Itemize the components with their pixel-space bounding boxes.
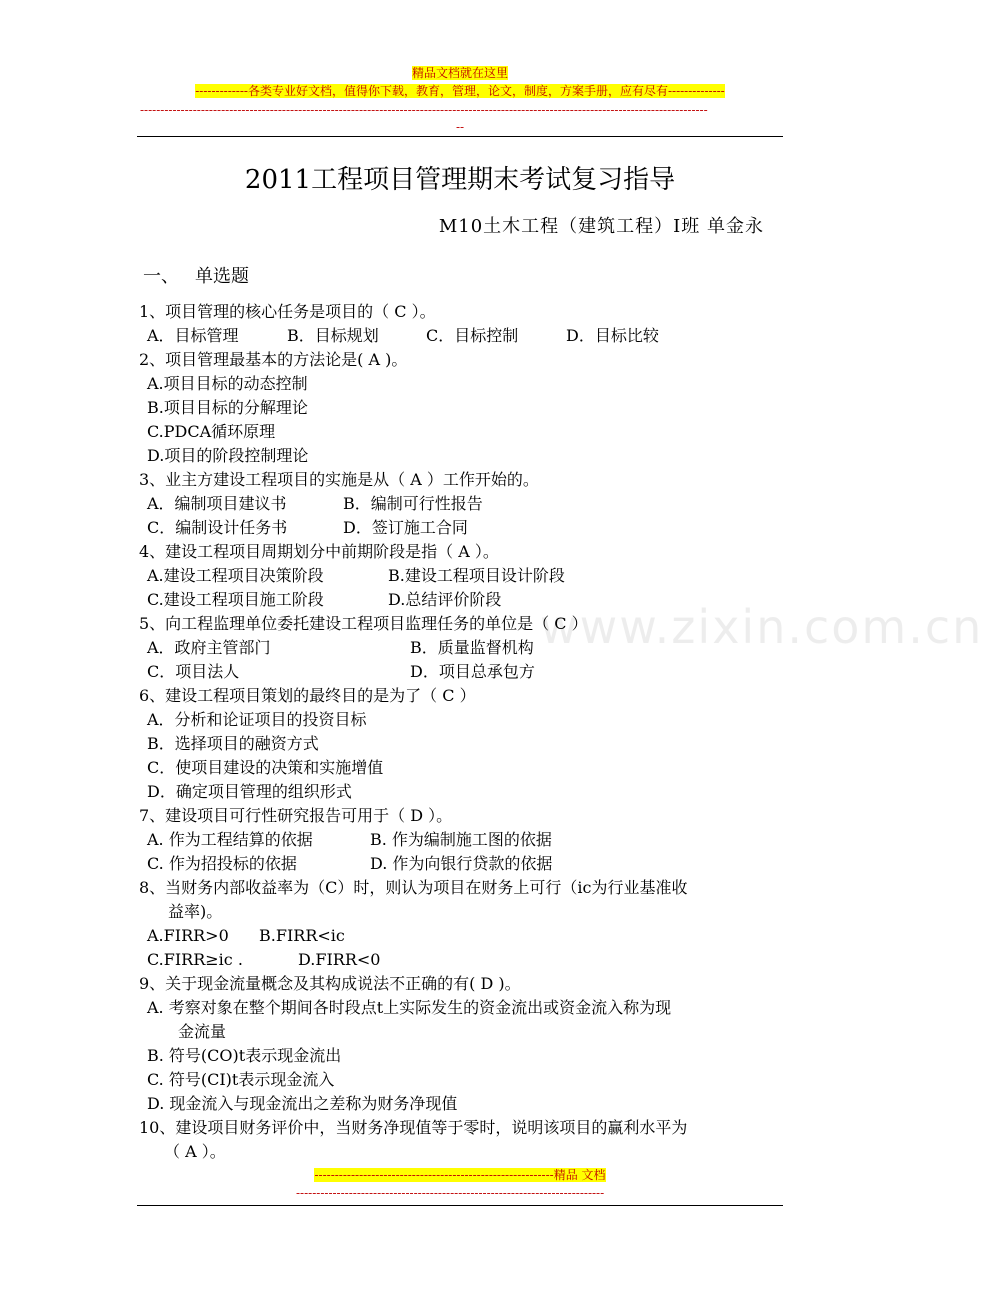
q5-option-d: D．项目总承包方	[410, 662, 535, 681]
header-line-2: -------------各类专业好文档，值得你下载，教育，管理，论文，制度，方案手册，应有尽有--------------	[195, 84, 725, 98]
section-label: 单选题	[195, 266, 249, 287]
question-6: 6、建设工程项目策划的最终目的是为了（ C ）	[139, 686, 476, 705]
q1-option-c: C．目标控制	[426, 326, 519, 345]
header-dash-line: --------------------------------------------------------------------------------------------------------------------------------------------	[140, 103, 708, 117]
q6-option-a: A．分析和论证项目的投资目标	[147, 710, 367, 729]
question-8-continued: 益率)。	[168, 902, 223, 921]
q3-option-b: B．编制可行性报告	[343, 494, 483, 513]
q5-option-c: C．项目法人	[147, 662, 240, 681]
header-dash-tail: --	[455, 120, 465, 134]
q9-option-d: D. 现金流入与现金流出之差称为财务净现值	[147, 1094, 458, 1113]
q3-option-d: D．签订施工合同	[343, 518, 468, 537]
section-number: 一、	[143, 266, 179, 287]
q9-option-a: A. 考察对象在整个期间各时段点t上实际发生的资金流出或资金流入称为现	[147, 998, 672, 1017]
question-3: 3、业主方建设工程项目的实施是从（ A ）工作开始的。	[139, 470, 539, 489]
section-heading	[143, 264, 249, 290]
q2-option-c: C.PDCA循环原理	[147, 422, 276, 441]
question-4: 4、建设工程项目周期划分中前期阶段是指（ A ）。	[139, 542, 499, 561]
q1-option-b: B．目标规划	[287, 326, 379, 345]
header-rule	[137, 136, 783, 137]
q6-option-b: B．选择项目的融资方式	[147, 734, 319, 753]
q7-option-a: A. 作为工程结算的依据	[147, 830, 313, 849]
q4-option-b: B.建设工程项目设计阶段	[388, 566, 565, 585]
q8-option-a: A.FIRR>0	[147, 926, 229, 945]
q6-option-c: C．使项目建设的决策和实施增值	[147, 758, 384, 777]
q7-option-b: B. 作为编制施工图的依据	[370, 830, 552, 849]
question-8: 8、当财务内部收益率为（C）时，则认为项目在财务上可行（ic为行业基准收	[139, 878, 688, 897]
q7-option-d: D. 作为向银行贷款的依据	[370, 854, 553, 873]
footer-rule	[137, 1205, 783, 1206]
header-line-1: 精品文档就在这里	[411, 66, 508, 80]
question-10: 10、建设项目财务评价中，当财务净现值等于零时，说明该项目的赢利水平为	[139, 1118, 688, 1137]
q2-option-d: D.项目的阶段控制理论	[147, 446, 309, 465]
q7-option-c: C. 作为招投标的依据	[147, 854, 297, 873]
q9-option-c: C. 符号(CI)t表示现金流入	[147, 1070, 335, 1089]
q2-option-a: A.项目目标的动态控制	[147, 374, 308, 393]
watermark: www.zixin.com.cn	[540, 600, 983, 654]
q9-option-b: B. 符号(CO)t表示现金流出	[147, 1046, 342, 1065]
document-title: 2011工程项目管理期末考试复习指导	[244, 165, 676, 195]
q2-option-b: B.项目目标的分解理论	[147, 398, 308, 417]
q4-option-c: C.建设工程项目施工阶段	[147, 590, 324, 609]
question-2: 2、项目管理最基本的方法论是( A )。	[139, 350, 408, 369]
question-9: 9、关于现金流量概念及其构成说法不正确的有( D )。	[139, 974, 521, 993]
q8-option-c: C.FIRR≥ic .	[147, 950, 243, 969]
footer-line-2: ----------------------------------------------------------------------------	[296, 1186, 605, 1200]
q4-option-a: A.建设工程项目决策阶段	[147, 566, 324, 585]
q8-option-d: D.FIRR<0	[298, 950, 381, 969]
q3-option-c: C．编制设计任务书	[147, 518, 288, 537]
q3-option-a: A．编制项目建议书	[147, 494, 287, 513]
author-line: M10土木工程（建筑工程）Ⅰ班 单金永	[438, 216, 764, 237]
question-7: 7、建设项目可行性研究报告可用于（ D ）。	[139, 806, 453, 825]
footer-line-1: -----------------------------------------------------------精品 文档	[314, 1168, 606, 1182]
q9-option-a-continued: 金流量	[178, 1022, 227, 1041]
q4-option-d: D.总结评价阶段	[388, 590, 502, 609]
q1-option-d: D．目标比较	[566, 326, 659, 345]
q8-option-b: B.FIRR<ic	[259, 926, 345, 945]
q1-option-a: A．目标管理	[147, 326, 239, 345]
q5-option-a: A．政府主管部门	[147, 638, 271, 657]
q5-option-b: B．质量监督机构	[410, 638, 534, 657]
question-5: 5、向工程监理单位委托建设工程项目监理任务的单位是（ C ）	[139, 614, 588, 633]
q6-option-d: D．确定项目管理的组织形式	[147, 782, 352, 801]
question-10-continued: （ A ）。	[164, 1142, 226, 1161]
question-1: 1、项目管理的核心任务是项目的（ C ）。	[139, 302, 436, 321]
